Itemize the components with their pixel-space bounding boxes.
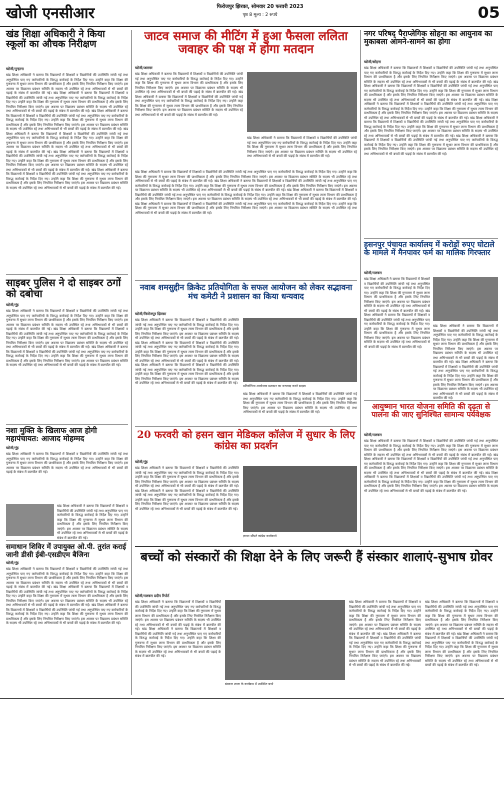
body-a2-left: खंड शिक्षा अधिकारी ने बताया कि विद्यालयों में शिक्षकों व विद्यार्थियों की उपस्थिति जांची गई तथा अनुपस्थित पाए गए कर्मचारियों के विरुद्ध कार्रवाई के निर्देश दिए गए। उन्होंने कहा कि शिक्षा की गुणवत्ता में सुधार लाना विभाग की प्राथमिकता है और इसके लिए नियमित निरीक्षण किए जाएंगे। इस अवसर पर विद्यालय प्रबंधन समिति के सदस्य भी उपस्थित रहे तथा अभिभावकों से भी बच्चों की पढ़ाई के संबंध में बातचीत की गई। खंड शिक्षा अधिकारी ने बताया कि विद्यालयों में शिक्षकों व विद्यार्थियों की उपस्थिति जांची गई तथा अनुपस्थित पाए गए कर्मचारियों के विरुद्ध कार्रवाई के निर्देश दिए गए। उन्होंने कहा कि शिक्षा की गुणवत्ता में सुधार लाना विभाग की प्राथमिकता है और इसके लिए नियमित निरीक्षण किए जाएंगे। इस अवसर पर विद्यालय प्रबंधन समिति के सदस्य भी उपस्थित रहे तथा अभिभावकों से भी बच्चों की पढ़ाई के संबंध में बातचीत की गई।: [135, 72, 243, 117]
headline-a9: आयुष्मान भारत योजना समिति की दृढ़ता से पालना की जाए सुनिश्चित सामान्य पर्यवेक्षक: [371, 402, 491, 420]
photo-a2: [247, 72, 357, 132]
byline-a8: खोजी/नूंह: [135, 460, 148, 464]
masthead-date: फिरोजपुर झिरका, सोमवार 20 फरवरी 2023: [216, 4, 304, 10]
photo-a7: [6, 504, 54, 536]
footer-blank: [0, 699, 504, 800]
caption-a8: ज्ञापन सौंपते कांग्रेस कार्यकर्ता: [243, 534, 277, 538]
byline-a3: खोजी/सोहना: [364, 60, 381, 64]
headline-a4: साइबर पुलिस ने दो साइबर ठगों को दबोचा: [6, 278, 121, 300]
masthead-meta: पृष्ठ 8 मूल्य : 2 रुपये: [242, 13, 278, 18]
byline-a11: खोजी/पलवल प्रदीप रिपोर्ट: [135, 594, 170, 598]
byline-a6: खोजी/पलवल: [364, 271, 382, 275]
photo-a6: [433, 277, 498, 321]
photo-a11: [225, 600, 345, 680]
byline-a2: खोजी/अलवर: [135, 66, 153, 70]
masthead: [0, 0, 504, 27]
body-a9: खंड शिक्षा अधिकारी ने बताया कि विद्यालयों में शिक्षकों व विद्यार्थियों की उपस्थिति जांची गई तथा अनुपस्थित पाए गए कर्मचारियों के विरुद्ध कार्रवाई के निर्देश दिए गए। उन्होंने कहा कि शिक्षा की गुणवत्ता में सुधार लाना विभाग की प्राथमिकता है और इसके लिए नियमित निरीक्षण किए जाएंगे। इस अवसर पर विद्यालय प्रबंधन समिति के सदस्य भी उपस्थित रहे तथा अभिभावकों से भी बच्चों की पढ़ाई के संबंध में बातचीत की गई। खंड शिक्षा अधिकारी ने बताया कि विद्यालयों में शिक्षकों व विद्यार्थियों की उपस्थिति जांची गई तथा अनुपस्थित पाए गए कर्मचारियों के विरुद्ध कार्रवाई के निर्देश दिए गए। उन्होंने कहा कि शिक्षा की गुणवत्ता में सुधार लाना विभाग की प्राथमिकता है और इसके लिए नियमित निरीक्षण किए जाएंगे। इस अवसर पर विद्यालय प्रबंधन समिति के सदस्य भी उपस्थित रहे तथा अभिभावकों से भी बच्चों की पढ़ाई के संबंध में बातचीत की गई। खंड शिक्षा अधिकारी ने बताया कि विद्यालयों में शिक्षकों व विद्यार्थियों की उपस्थिति जांची गई तथा अनुपस्थित पाए गए कर्मचारियों के विरुद्ध कार्रवाई के निर्देश दिए गए। उन्होंने कहा कि शिक्षा की गुणवत्ता में सुधार लाना विभाग की प्राथमिकता है और इसके लिए नियमित निरीक्षण किए जाएंगे। इस अवसर पर विद्यालय प्रबंधन समिति के सदस्य भी उपस्थित रहे तथा अभिभावकों से भी बच्चों की पढ़ाई के संबंध में बातचीत की गई।: [364, 439, 499, 493]
masthead-info: [160, 4, 360, 18]
body-a7: खंड शिक्षा अधिकारी ने बताया कि विद्यालयों में शिक्षकों व विद्यार्थियों की उपस्थिति जांची गई तथा अनुपस्थित पाए गए कर्मचारियों के विरुद्ध कार्रवाई के निर्देश दिए गए। उन्होंने कहा कि शिक्षा की गुणवत्ता में सुधार लाना विभाग की प्राथमिकता है और इसके लिए नियमित निरीक्षण किए जाएंगे। इस अवसर पर विद्यालय प्रबंधन समिति के सदस्य भी उपस्थित रहे तथा अभिभावकों से भी बच्चों की पढ़ाई के संबंध में बातचीत की गई।: [6, 452, 128, 474]
logo-text: खोजी एनसीआर: [6, 4, 95, 22]
photo-a5: [243, 318, 357, 382]
body-a10: खंड शिक्षा अधिकारी ने बताया कि विद्यालयों में शिक्षकों व विद्यार्थियों की उपस्थिति जांची गई तथा अनुपस्थित पाए गए कर्मचारियों के विरुद्ध कार्रवाई के निर्देश दिए गए। उन्होंने कहा कि शिक्षा की गुणवत्ता में सुधार लाना विभाग की प्राथमिकता है और इसके लिए नियमित निरीक्षण किए जाएंगे। इस अवसर पर विद्यालय प्रबंधन समिति के सदस्य भी उपस्थित रहे तथा अभिभावकों से भी बच्चों की पढ़ाई के संबंध में बातचीत की गई। खंड शिक्षा अधिकारी ने बताया कि विद्यालयों में शिक्षकों व विद्यार्थियों की उपस्थिति जांची गई तथा अनुपस्थित पाए गए कर्मचारियों के विरुद्ध कार्रवाई के निर्देश दिए गए। उन्होंने कहा कि शिक्षा की गुणवत्ता में सुधार लाना विभाग की प्राथमिकता है और इसके लिए नियमित निरीक्षण किए जाएंगे। इस अवसर पर विद्यालय प्रबंधन समिति के सदस्य भी उपस्थित रहे तथा अभिभावकों से भी बच्चों की पढ़ाई के संबंध में बातचीत की गई। खंड शिक्षा अधिकारी ने बताया कि विद्यालयों में शिक्षकों व विद्यार्थियों की उपस्थिति जांची गई तथा अनुपस्थित पाए गए कर्मचारियों के विरुद्ध कार्रवाई के निर्देश दिए गए। उन्होंने कहा कि शिक्षा की गुणवत्ता में सुधार लाना विभाग की प्राथमिकता है और इसके लिए नियमित निरीक्षण किए जाएंगे। इस अवसर पर विद्यालय प्रबंधन समिति के सदस्य भी उपस्थित रहे तथा अभिभावकों से भी बच्चों की पढ़ाई के संबंध में बातचीत की गई।: [6, 567, 129, 625]
headline-a7: नशा मुक्ति के खिलाफ आज होगी महापंचायत: आजाद मोहम्मद: [6, 426, 97, 444]
byline-a5: खोजी/फिरोजपुर झिरका: [135, 312, 167, 316]
headline-a10: समाधान शिविर में उपायुक्त ओ.पी. तुरांत कराई जानी डीसी ईबी-एसडीएम बैजिना: [6, 542, 127, 559]
body-a11-c1: खंड शिक्षा अधिकारी ने बताया कि विद्यालयों में शिक्षकों व विद्यार्थियों की उपस्थिति जांची गई तथा अनुपस्थित पाए गए कर्मचारियों के विरुद्ध कार्रवाई के निर्देश दिए गए। उन्होंने कहा कि शिक्षा की गुणवत्ता में सुधार लाना विभाग की प्राथमिकता है और इसके लिए नियमित निरीक्षण किए जाएंगे। इस अवसर पर विद्यालय प्रबंधन समिति के सदस्य भी उपस्थित रहे तथा अभिभावकों से भी बच्चों की पढ़ाई के संबंध में बातचीत की गई। खंड शिक्षा अधिकारी ने बताया कि विद्यालयों में शिक्षकों व विद्यार्थियों की उपस्थिति जांची गई तथा अनुपस्थित पाए गए कर्मचारियों के विरुद्ध कार्रवाई के निर्देश दिए गए। उन्होंने कहा कि शिक्षा की गुणवत्ता में सुधार लाना विभाग की प्राथमिकता है और इसके लिए नियमित निरीक्षण किए जाएंगे। इस अवसर पर विद्यालय प्रबंधन समिति के सदस्य भी उपस्थित रहे तथा अभिभावकों से भी बच्चों की पढ़ाई के संबंध में बातचीत की गई।: [135, 600, 221, 658]
body-a3: खंड शिक्षा अधिकारी ने बताया कि विद्यालयों में शिक्षकों व विद्यार्थियों की उपस्थिति जांची गई तथा अनुपस्थित पाए गए कर्मचारियों के विरुद्ध कार्रवाई के निर्देश दिए गए। उन्होंने कहा कि शिक्षा की गुणवत्ता में सुधार लाना विभाग की प्राथमिकता है और इसके लिए नियमित निरीक्षण किए जाएंगे। इस अवसर पर विद्यालय प्रबंधन समिति के सदस्य भी उपस्थित रहे तथा अभिभावकों से भी बच्चों की पढ़ाई के संबंध में बातचीत की गई। खंड शिक्षा अधिकारी ने बताया कि विद्यालयों में शिक्षकों व विद्यार्थियों की उपस्थिति जांची गई तथा अनुपस्थित पाए गए कर्मचारियों के विरुद्ध कार्रवाई के निर्देश दिए गए। उन्होंने कहा कि शिक्षा की गुणवत्ता में सुधार लाना विभाग की प्राथमिकता है और इसके लिए नियमित निरीक्षण किए जाएंगे। इस अवसर पर विद्यालय प्रबंधन समिति के सदस्य भी उपस्थित रहे तथा अभिभावकों से भी बच्चों की पढ़ाई के संबंध में बातचीत की गई। खंड शिक्षा अधिकारी ने बताया कि विद्यालयों में शिक्षकों व विद्यार्थियों की उपस्थिति जांची गई तथा अनुपस्थित पाए गए कर्मचारियों के विरुद्ध कार्रवाई के निर्देश दिए गए। उन्होंने कहा कि शिक्षा की गुणवत्ता में सुधार लाना विभाग की प्राथमिकता है और इसके लिए नियमित निरीक्षण किए जाएंगे। इस अवसर पर विद्यालय प्रबंधन समिति के सदस्य भी उपस्थित रहे तथा अभिभावकों से भी बच्चों की पढ़ाई के संबंध में बातचीत की गई। खंड शिक्षा अधिकारी ने बताया कि विद्यालयों में शिक्षकों व विद्यार्थियों की उपस्थिति जांची गई तथा अनुपस्थित पाए गए कर्मचारियों के विरुद्ध कार्रवाई के निर्देश दिए गए। उन्होंने कहा कि शिक्षा की गुणवत्ता में सुधार लाना विभाग की प्राथमिकता है और इसके लिए नियमित निरीक्षण किए जाएंगे। इस अवसर पर विद्यालय प्रबंधन समिति के सदस्य भी उपस्थित रहे तथा अभिभावकों से भी बच्चों की पढ़ाई के संबंध में बातचीत की गई। खंड शिक्षा अधिकारी ने बताया कि विद्यालयों में शिक्षकों व विद्यार्थियों की उपस्थिति जांची गई तथा अनुपस्थित पाए गए कर्मचारियों के विरुद्ध कार्रवाई के निर्देश दिए गए। उन्होंने कहा कि शिक्षा की गुणवत्ता में सुधार लाना विभाग की प्राथमिकता है और इसके लिए नियमित निरीक्षण किए जाएंगे। इस अवसर पर विद्यालय प्रबंधन समिति के सदस्य भी उपस्थित रहे तथा अभिभावकों से भी बच्चों की पढ़ाई के संबंध में बातचीत की गई।: [364, 66, 499, 156]
body-a4: खंड शिक्षा अधिकारी ने बताया कि विद्यालयों में शिक्षकों व विद्यार्थियों की उपस्थिति जांची गई तथा अनुपस्थित पाए गए कर्मचारियों के विरुद्ध कार्रवाई के निर्देश दिए गए। उन्होंने कहा कि शिक्षा की गुणवत्ता में सुधार लाना विभाग की प्राथमिकता है और इसके लिए नियमित निरीक्षण किए जाएंगे। इस अवसर पर विद्यालय प्रबंधन समिति के सदस्य भी उपस्थित रहे तथा अभिभावकों से भी बच्चों की पढ़ाई के संबंध में बातचीत की गई। खंड शिक्षा अधिकारी ने बताया कि विद्यालयों में शिक्षकों व विद्यार्थियों की उपस्थिति जांची गई तथा अनुपस्थित पाए गए कर्मचारियों के विरुद्ध कार्रवाई के निर्देश दिए गए। उन्होंने कहा कि शिक्षा की गुणवत्ता में सुधार लाना विभाग की प्राथमिकता है और इसके लिए नियमित निरीक्षण किए जाएंगे। इस अवसर पर विद्यालय प्रबंधन समिति के सदस्य भी उपस्थित रहे तथा अभिभावकों से भी बच्चों की पढ़ाई के संबंध में बातचीत की गई। खंड शिक्षा अधिकारी ने बताया कि विद्यालयों में शिक्षकों व विद्यार्थियों की उपस्थिति जांची गई तथा अनुपस्थित पाए गए कर्मचारियों के विरुद्ध कार्रवाई के निर्देश दिए गए। उन्होंने कहा कि शिक्षा की गुणवत्ता में सुधार लाना विभाग की प्राथमिकता है और इसके लिए नियमित निरीक्षण किए जाएंगे। इस अवसर पर विद्यालय प्रबंधन समिति के सदस्य भी उपस्थित रहे तथा अभिभावकों से भी बच्चों की पढ़ाई के संबंध में बातचीत की गई।: [6, 309, 129, 367]
byline-a10: खोजी/नूंह: [6, 561, 19, 565]
headline-a3: नगर परिषद् पैराप्लेगिक सोहना का आयुनाव का मुकाबला आमने-सामने का होगा: [364, 29, 493, 47]
headline-a2: जाटव समाज की मीटिंग में हुआ फैसला ललिता जवाहर की पक्ष में होगा मतदान: [144, 29, 348, 57]
photo-a8: [243, 466, 357, 532]
masthead-logo: [6, 3, 102, 23]
body-a6: खंड शिक्षा अधिकारी ने बताया कि विद्यालयों में शिक्षकों व विद्यार्थियों की उपस्थिति जांची गई तथा अनुपस्थित पाए गए कर्मचारियों के विरुद्ध कार्रवाई के निर्देश दिए गए। उन्होंने कहा कि शिक्षा की गुणवत्ता में सुधार लाना विभाग की प्राथमिकता है और इसके लिए नियमित निरीक्षण किए जाएंगे। इस अवसर पर विद्यालय प्रबंधन समिति के सदस्य भी उपस्थित रहे तथा अभिभावकों से भी बच्चों की पढ़ाई के संबंध में बातचीत की गई। खंड शिक्षा अधिकारी ने बताया कि विद्यालयों में शिक्षकों व विद्यार्थियों की उपस्थिति जांची गई तथा अनुपस्थित पाए गए कर्मचारियों के विरुद्ध कार्रवाई के निर्देश दिए गए। उन्होंने कहा कि शिक्षा की गुणवत्ता में सुधार लाना विभाग की प्राथमिकता है और इसके लिए नियमित निरीक्षण किए जाएंगे। इस अवसर पर विद्यालय प्रबंधन समिति के सदस्य भी उपस्थित रहे तथा अभिभावकों से भी बच्चों की पढ़ाई के संबंध में बातचीत की गई।: [364, 277, 431, 349]
caption-a5: प्रतियोगिता आयोजक प्रशासन का धन्यवाद करते सदस्य: [243, 384, 306, 388]
byline-a1: खोजी/पुन्हाना: [6, 67, 24, 71]
body-a11-c2: खंड शिक्षा अधिकारी ने बताया कि विद्यालयों में शिक्षकों व विद्यार्थियों की उपस्थिति जांची गई तथा अनुपस्थित पाए गए कर्मचारियों के विरुद्ध कार्रवाई के निर्देश दिए गए। उन्होंने कहा कि शिक्षा की गुणवत्ता में सुधार लाना विभाग की प्राथमिकता है और इसके लिए नियमित निरीक्षण किए जाएंगे। इस अवसर पर विद्यालय प्रबंधन समिति के सदस्य भी उपस्थित रहे तथा अभिभावकों से भी बच्चों की पढ़ाई के संबंध में बातचीत की गई। खंड शिक्षा अधिकारी ने बताया कि विद्यालयों में शिक्षकों व विद्यार्थियों की उपस्थिति जांची गई तथा अनुपस्थित पाए गए कर्मचारियों के विरुद्ध कार्रवाई के निर्देश दिए गए। उन्होंने कहा कि शिक्षा की गुणवत्ता में सुधार लाना विभाग की प्राथमिकता है और इसके लिए नियमित निरीक्षण किए जाएंगे। इस अवसर पर विद्यालय प्रबंधन समिति के सदस्य भी उपस्थित रहे तथा अभिभावकों से भी बच्चों की पढ़ाई के संबंध में बातचीत की गई।: [349, 600, 421, 667]
headline-a11: बच्चों को संस्कारों की शिक्षा देने के लिए जरूरी हैं संस्कार शालाएं-सुभाष ग्रोवर: [140, 549, 493, 564]
body-a5: खंड शिक्षा अधिकारी ने बताया कि विद्यालयों में शिक्षकों व विद्यार्थियों की उपस्थिति जांची गई तथा अनुपस्थित पाए गए कर्मचारियों के विरुद्ध कार्रवाई के निर्देश दिए गए। उन्होंने कहा कि शिक्षा की गुणवत्ता में सुधार लाना विभाग की प्राथमिकता है और इसके लिए नियमित निरीक्षण किए जाएंगे। इस अवसर पर विद्यालय प्रबंधन समिति के सदस्य भी उपस्थित रहे तथा अभिभावकों से भी बच्चों की पढ़ाई के संबंध में बातचीत की गई। खंड शिक्षा अधिकारी ने बताया कि विद्यालयों में शिक्षकों व विद्यार्थियों की उपस्थिति जांची गई तथा अनुपस्थित पाए गए कर्मचारियों के विरुद्ध कार्रवाई के निर्देश दिए गए। उन्होंने कहा कि शिक्षा की गुणवत्ता में सुधार लाना विभाग की प्राथमिकता है और इसके लिए नियमित निरीक्षण किए जाएंगे। इस अवसर पर विद्यालय प्रबंधन समिति के सदस्य भी उपस्थित रहे तथा अभिभावकों से भी बच्चों की पढ़ाई के संबंध में बातचीत की गई। खंड शिक्षा अधिकारी ने बताया कि विद्यालयों में शिक्षकों व विद्यार्थियों की उपस्थिति जांची गई तथा अनुपस्थित पाए गए कर्मचारियों के विरुद्ध कार्रवाई के निर्देश दिए गए। उन्होंने कहा कि शिक्षा की गुणवत्ता में सुधार लाना विभाग की प्राथमिकता है और इसके लिए नियमित निरीक्षण किए जाएंगे। इस अवसर पर विद्यालय प्रबंधन समिति के सदस्य भी उपस्थित रहे तथा अभिभावकों से भी बच्चों की पढ़ाई के संबंध में बातचीत की गई।: [135, 318, 239, 385]
headline-a6: हसनपुर पंचायत कार्यालय में करोड़ों रुपए घोटाले के मामले में मैनपावर फर्म का मालिक गिरफ्तार: [364, 240, 495, 258]
page-number: 05: [477, 3, 500, 22]
byline-a4: खोजी/नूंह: [6, 303, 19, 307]
headline-a1: खंड शिक्षा अधिकारी ने किया स्कूलों का औचक निरीक्षण: [6, 29, 105, 51]
byline-a7: खोजी/नूंह: [6, 446, 19, 450]
headline-a8: 20 फरवरी को हसन खान मेडिकल कॉलेज में सुधार के लिए कांग्रेस का प्रदर्शन: [137, 430, 355, 452]
headline-a5: नवाब शमसुद्दीन क्रिकेट प्रतियोगिता के सफल आयोजन को लेकर सद्भावना मंच कमेटी ने प्रशासन का किया धन्यवाद: [139, 282, 353, 301]
body-a1: खंड शिक्षा अधिकारी ने बताया कि विद्यालयों में शिक्षकों व विद्यार्थियों की उपस्थिति जांची गई तथा अनुपस्थित पाए गए कर्मचारियों के विरुद्ध कार्रवाई के निर्देश दिए गए। उन्होंने कहा कि शिक्षा की गुणवत्ता में सुधार लाना विभाग की प्राथमिकता है और इसके लिए नियमित निरीक्षण किए जाएंगे। इस अवसर पर विद्यालय प्रबंधन समिति के सदस्य भी उपस्थित रहे तथा अभिभावकों से भी बच्चों की पढ़ाई के संबंध में बातचीत की गई। खंड शिक्षा अधिकारी ने बताया कि विद्यालयों में शिक्षकों व विद्यार्थियों की उपस्थिति जांची गई तथा अनुपस्थित पाए गए कर्मचारियों के विरुद्ध कार्रवाई के निर्देश दिए गए। उन्होंने कहा कि शिक्षा की गुणवत्ता में सुधार लाना विभाग की प्राथमिकता है और इसके लिए नियमित निरीक्षण किए जाएंगे। इस अवसर पर विद्यालय प्रबंधन समिति के सदस्य भी उपस्थित रहे तथा अभिभावकों से भी बच्चों की पढ़ाई के संबंध में बातचीत की गई। खंड शिक्षा अधिकारी ने बताया कि विद्यालयों में शिक्षकों व विद्यार्थियों की उपस्थिति जांची गई तथा अनुपस्थित पाए गए कर्मचारियों के विरुद्ध कार्रवाई के निर्देश दिए गए। उन्होंने कहा कि शिक्षा की गुणवत्ता में सुधार लाना विभाग की प्राथमिकता है और इसके लिए नियमित निरीक्षण किए जाएंगे। इस अवसर पर विद्यालय प्रबंधन समिति के सदस्य भी उपस्थित रहे तथा अभिभावकों से भी बच्चों की पढ़ाई के संबंध में बातचीत की गई। खंड शिक्षा अधिकारी ने बताया कि विद्यालयों में शिक्षकों व विद्यार्थियों की उपस्थिति जांची गई तथा अनुपस्थित पाए गए कर्मचारियों के विरुद्ध कार्रवाई के निर्देश दिए गए। उन्होंने कहा कि शिक्षा की गुणवत्ता में सुधार लाना विभाग की प्राथमिकता है और इसके लिए नियमित निरीक्षण किए जाएंगे। इस अवसर पर विद्यालय प्रबंधन समिति के सदस्य भी उपस्थित रहे तथा अभिभावकों से भी बच्चों की पढ़ाई के संबंध में बातचीत की गई। खंड शिक्षा अधिकारी ने बताया कि विद्यालयों में शिक्षकों व विद्यार्थियों की उपस्थिति जांची गई तथा अनुपस्थित पाए गए कर्मचारियों के विरुद्ध कार्रवाई के निर्देश दिए गए। उन्होंने कहा कि शिक्षा की गुणवत्ता में सुधार लाना विभाग की प्राथमिकता है और इसके लिए नियमित निरीक्षण किए जाएंगे। इस अवसर पर विद्यालय प्रबंधन समिति के सदस्य भी उपस्थित रहे तथा अभिभावकों से भी बच्चों की पढ़ाई के संबंध में बातचीत की गई। खंड शिक्षा अधिकारी ने बताया कि विद्यालयों में शिक्षकों व विद्यार्थियों की उपस्थिति जांची गई तथा अनुपस्थित पाए गए कर्मचारियों के विरुद्ध कार्रवाई के निर्देश दिए गए। उन्होंने कहा कि शिक्षा की गुणवत्ता में सुधार लाना विभाग की प्राथमिकता है और इसके लिए नियमित निरीक्षण किए जाएंगे। इस अवसर पर विद्यालय प्रबंधन समिति के सदस्य भी उपस्थित रहे तथा अभिभावकों से भी बच्चों की पढ़ाई के संबंध में बातचीत की गई।: [6, 73, 129, 190]
byline-a9: खोजी/पलवल: [364, 433, 382, 437]
caption-a11: संस्कार शाला के कार्यक्रम में उपस्थित बच्चे: [225, 682, 274, 686]
body-a8: खंड शिक्षा अधिकारी ने बताया कि विद्यालयों में शिक्षकों व विद्यार्थियों की उपस्थिति जांची गई तथा अनुपस्थित पाए गए कर्मचारियों के विरुद्ध कार्रवाई के निर्देश दिए गए। उन्होंने कहा कि शिक्षा की गुणवत्ता में सुधार लाना विभाग की प्राथमिकता है और इसके लिए नियमित निरीक्षण किए जाएंगे। इस अवसर पर विद्यालय प्रबंधन समिति के सदस्य भी उपस्थित रहे तथा अभिभावकों से भी बच्चों की पढ़ाई के संबंध में बातचीत की गई। खंड शिक्षा अधिकारी ने बताया कि विद्यालयों में शिक्षकों व विद्यार्थियों की उपस्थिति जांची गई तथा अनुपस्थित पाए गए कर्मचारियों के विरुद्ध कार्रवाई के निर्देश दिए गए। उन्होंने कहा कि शिक्षा की गुणवत्ता में सुधार लाना विभाग की प्राथमिकता है और इसके लिए नियमित निरीक्षण किए जाएंगे। इस अवसर पर विद्यालय प्रबंधन समिति के सदस्य भी उपस्थित रहे तथा अभिभावकों से भी बच्चों की पढ़ाई के संबंध में बातचीत की गई।: [135, 466, 239, 511]
body-a11-c3: खंड शिक्षा अधिकारी ने बताया कि विद्यालयों में शिक्षकों व विद्यार्थियों की उपस्थिति जांची गई तथा अनुपस्थित पाए गए कर्मचारियों के विरुद्ध कार्रवाई के निर्देश दिए गए। उन्होंने कहा कि शिक्षा की गुणवत्ता में सुधार लाना विभाग की प्राथमिकता है और इसके लिए नियमित निरीक्षण किए जाएंगे। इस अवसर पर विद्यालय प्रबंधन समिति के सदस्य भी उपस्थित रहे तथा अभिभावकों से भी बच्चों की पढ़ाई के संबंध में बातचीत की गई। खंड शिक्षा अधिकारी ने बताया कि विद्यालयों में शिक्षकों व विद्यार्थियों की उपस्थिति जांची गई तथा अनुपस्थित पाए गए कर्मचारियों के विरुद्ध कार्रवाई के निर्देश दिए गए। उन्होंने कहा कि शिक्षा की गुणवत्ता में सुधार लाना विभाग की प्राथमिकता है और इसके लिए नियमित निरीक्षण किए जाएंगे। इस अवसर पर विद्यालय प्रबंधन समिति के सदस्य भी उपस्थित रहे तथा अभिभावकों से भी बच्चों की पढ़ाई के संबंध में बातचीत की गई।: [425, 600, 498, 667]
